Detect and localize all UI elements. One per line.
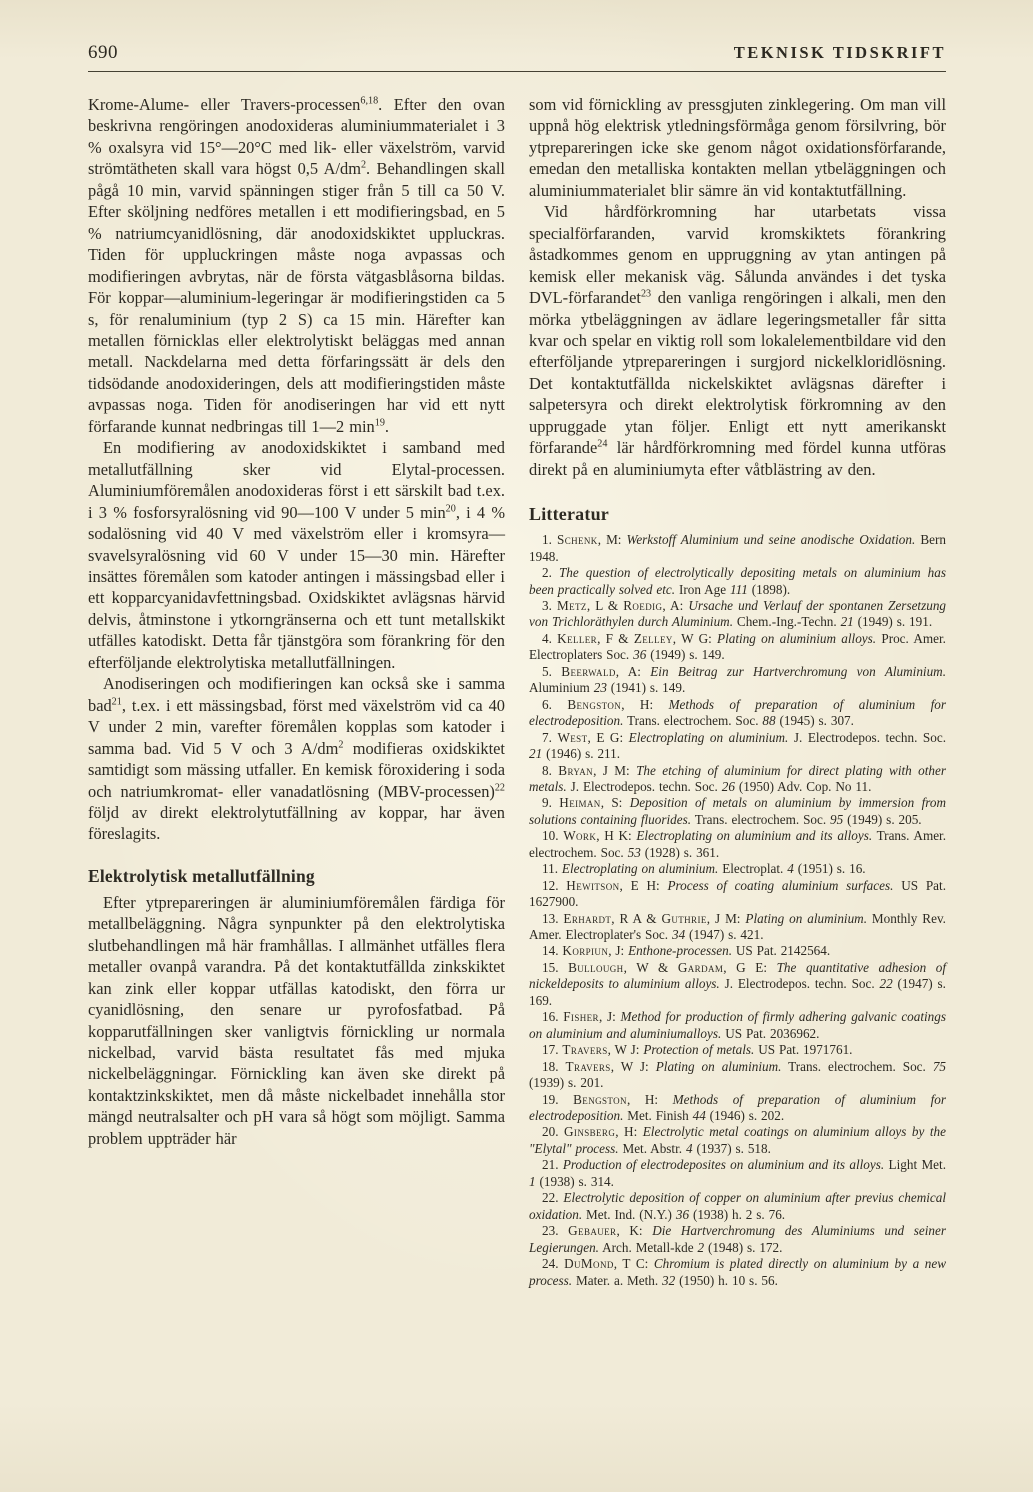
reference-number: 7. [542,729,558,745]
reference-number: 22. [542,1190,564,1206]
reference-item: 16. Fisher, J: Method for production of firmly adhering galvanic coatings on aluminium and aluminiumalloys. US Pat. 2036962. [529,1009,947,1041]
header-rule [88,71,946,72]
reference-item: 13. Erhardt, R A & Guthrie, J M: Plating on aluminium. Monthly Rev. Amer. Electroplater's Soc. 34 (1947) s. 421. [529,910,946,943]
reference-number: 4. [542,630,558,646]
reference-item: 11. Electroplating on aluminium. Electroplat. 4 (1951) s. 16. [542,861,866,877]
left-column [88,94,505,1289]
reference-number: 3. [542,597,557,613]
reference-number: 9. [542,795,560,811]
reference-number: 12. [542,877,567,893]
reference-number: 18. [542,1058,566,1074]
section-heading: Elektrolytisk metallutfällning [88,865,315,886]
reference-item: 10. Work, H K: Electroplating on aluminium and its alloys. Trans. Amer. electrochem. Soc. 53 (1928) s. 361. [529,828,947,860]
reference-item: 21. Production of electrodeposites on aluminium and its alloys. Light Met. 1 (1938) s. 314. [529,1157,946,1189]
reference-item: 7. West, E G: Electroplating on aluminium. J. Electrodepos. techn. Soc. 21 (1946) s. 211. [529,729,947,762]
reference-number: 14. [542,943,563,959]
reference-number: 17. [542,1042,563,1058]
reference-item: 4. Keller, F & Zelley, W G: Plating on aluminium alloys. Proc. Amer. Electroplaters Soc. 36 (1949) s. 149. [529,630,946,663]
reference-item: 5. Beerwald, A: Ein Beitrag zur Hartverchromung von Aluminium. Aluminium 23 (1941) s. 149. [529,663,947,696]
reference-item: 19. Bengston, H: Methods of preparation of aluminium for electrodeposition. Met. Finish 44 (1946) s. 202. [529,1091,946,1124]
reference-number: 13. [542,910,564,926]
reference-number: 16. [542,1009,564,1025]
reference-item: 24. DuMond, T C: Chromium is plated directly on aluminium by a new process. Mater. a. Meth. 32 (1950) h. 10 s. 56. [529,1256,946,1288]
paragraph: Krome-Alume- eller Travers-processen$^{6,18}$. Efter den ovan beskrivna rengöringen anodoxideras aluminiummaterialet i 3 % oxalsyra vid 15°—20°C med lik- eller växelström, varvid strömtätheten skall vara högst 0,5 $A/dm^2$. Behandlingen skall pågå 10 min, varvid spänningen stiger från 5 till ca 50 V. Efter sköljning nedföres metallen i ett modifieringsbad, en 5 % natriumcyanidlösning, där anodoxidskiktet uppluckras. Tiden för uppluckringen måste noga avpassas och modifieringen avbrytas, när de första vätgasblåsorna bildas. För koppar—aluminium-legeringar är modifieringstiden ca 5 s, för renaluminium (typ 2 S) ca 15 min. Härefter kan metallen förnicklas eller elektrolytiskt beläggas med annan metall. Nackdelarna med detta förfaringssätt är dels den tidsödande anodoxideringen, dels att modifieringstiden måste avpassas noga. Tiden för anodiseringen har vid ett nytt förfarande kunnat nedbringas till 1—2 $\min^{19}$. [88,95,505,436]
reference-item: 8. Bryan, J M: The etching of aluminium for direct plating with other metals. J. Electrodepos. techn. Soc. 26 (1950) Adv. Cop. No 11. [529,762,946,794]
reference-number: 24. [542,1256,565,1272]
right-column [529,94,946,1289]
reference-item: 14. Korpiun, J: Enthone-processen. US Pat. 2142564. [542,943,831,959]
reference-item: 6. Bengston, H: Methods of preparation of aluminium for electrodeposition. Trans. electrochem. Soc. 88 (1945) s. 307. [529,696,947,729]
reference-item: 2. The question of electrolytically depositing metals on aluminium has been practically solved etc. Iron Age 111 (1898). [529,565,946,597]
paragraph: Vid hårdförkromning har utarbetats vissa specialförfaranden, varvid kromskiktets förankring åstadkommes genom en uppruggning av ytan antingen på kemisk eller mekanisk väg. Sålunda användes i det tyska DVL-förfarandet$^{23}$ den vanliga rengöringen i alkali, men den mörka ytbeläggningen av ädlare legeringsmetaller får sitta kvar och spelar en viktig roll som lokalelementbildare vid den efterföljande ytprepareringen i surgjord nickelkloridlösning. Det kontaktutfällda nickelskiktet avlägsnas därefter i salpetersyra och direkt elektrolytisk förkromning av den uppruggade ytan följer. Enligt ett nytt amerikanskt förfarande$^{24}$ lär hårdförkromning med fördel kunna utföras direkt på en aluminiumyta efter våtblästring av den. [529,202,946,479]
journal-title: TEKNISK TIDSKRIFT [733,43,946,62]
paragraph: som vid förnickling av pressgjuten zinklegering. Om man vill uppnå hög elektrisk ytledningsförmåga genom försilvring, bör ytprepareringen icke ske genom något oxidationsförfarande, emedan den metalliska kontakten mellan ytbeläggningen och aluminiummaterialet blir sämre än vid kontaktutfällning. [529,95,946,200]
reference-number: 6. [542,696,568,712]
two-column-body [88,94,946,1289]
reference-item: 20. Ginsberg, H: Electrolytic metal coatings on aluminium alloys by the "Elytal" process. Met. Abstr. 4 (1937) s. 518. [529,1124,946,1156]
reference-item: 9. Heiman, S: Deposition of metals on aluminium by immersion from solutions containing fluorides. Trans. electrochem. Soc. 95 (1949) s. 205. [529,795,946,827]
reference-number: 11. [542,861,562,877]
reference-item: 23. Gebauer, K: Die Hartverchromung des Aluminiums und seiner Legierungen. Arch. Metall-kde 2 (1948) s. 172. [529,1223,946,1255]
reference-number: 20. [542,1124,564,1140]
reference-item: 3. Metz, L & Roedig, A: Ursache und Verlauf der spontanen Zersetzung von Trichloräthylen durch Aluminium. Chem.-Ing.-Techn. 21 (1949) s. 191. [529,597,947,630]
reference-number: 2. [542,565,559,581]
reference-number: 15. [542,959,569,975]
reference-number: 5. [542,663,562,679]
reference-item: 12. Hewitson, E H: Process of coating aluminium surfaces. US Pat. 1627900. [529,877,946,910]
reference-item: 15. Bullough, W & Gardam, G E: The quantitative adhesion of nickeldeposits to aluminium alloys. J. Electrodepos. techn. Soc. 22 (1947) s. 169. [529,959,946,1008]
reference-item: 18. Travers, W J: Plating on aluminium. Trans. electrochem. Soc. 75 (1939) s. 201. [529,1058,946,1091]
paragraph: Anodiseringen och modifieringen kan också ske i samma bad$^{21}$, t.ex. i ett mässingsbad, först med växelström vid ca 40 V under 2 min, varefter föremålen kopplas som katoder i samma bad. Vid 5 V och 3 $A/dm^2$ modifieras oxidskiktet samtidigt som mässing utfaller. En kemisk föroxidering i soda och natriumkromat- eller vanadatlösning (MBV-processen)$^{22}$ följd av direkt elektrolytutfällning av koppar, har även föreslagits. [88,674,505,844]
paragraph: Efter ytprepareringen är aluminiumföremålen färdiga för metallbeläggning. Några synpunkter på den elektrolytiska slutbehandlingen må här framhållas. I allmänhet utfälles flera metaller ovanpå varandra. På det kontaktutfällda zinkskiktet kan zink eller koppar utfällas katodiskt, den förra ur cyanidlösning, den senare ur pyrofosfatbad. På kopparutfällningen sker vanligtvis förnickling ur normala nickelbad, varvid bästa resultatet fås med mjuka nickelbeläggningar. Förnickling kan även ske direkt på kontaktzinkskiktet, men då måste nickelbadet innehålla stor mängd neutralsalter och pH vara så högt som möjligt. Samma problem uppträder här [88,892,505,1148]
reference-number: 19. [542,1091,574,1107]
reference-item: 22. Electrolytic deposition of copper on aluminium after previus chemical oxidation. Met. Ind. (N.Y.) 36 (1938) h. 2 s. 76. [529,1190,946,1222]
reference-number: 21. [542,1157,563,1173]
reference-number: 23. [542,1223,569,1239]
reference-number: 8. [542,762,559,778]
reference-number: 1. [542,532,557,548]
reference-item: 1. Schenk, M: Werkstoff Aluminium und seine anodische Oxidation. Bern 1948. [529,532,946,564]
page-header [88,42,946,64]
page-number: 690 [88,42,118,63]
reference-item: 17. Travers, W J: Protection of metals. US Pat. 1971761. [542,1042,853,1058]
page-content [88,42,946,1289]
section-heading: Litteratur [529,504,609,525]
reference-number: 10. [542,828,564,844]
paragraph: En modifiering av anodoxidskiktet i samband med metallutfällning sker vid Elytal-processen. Aluminiumföremålen anodoxideras först i ett särskilt bad t.ex. i 3 % fosforsyralösning vid 90—100 V under 5 $\min^{20}$, i 4 % sodalösning vid 40 V med växelström eller i kromsyra—svavelsyralösning vid 60 V under 15—30 min. Härefter insättes föremålen som katoder antingen i mässingsbad eller i ett kopparcyanidavfettningsbad. Oxidskiktet avlägsnas härvid delvis, åtminstone i ytkorngränserna och ett tunt metallskikt utfälles katodiskt. Detta får tjänstgöra som förankring för den efterföljande elektrolytiska metallutfällningen. [88,438,505,672]
